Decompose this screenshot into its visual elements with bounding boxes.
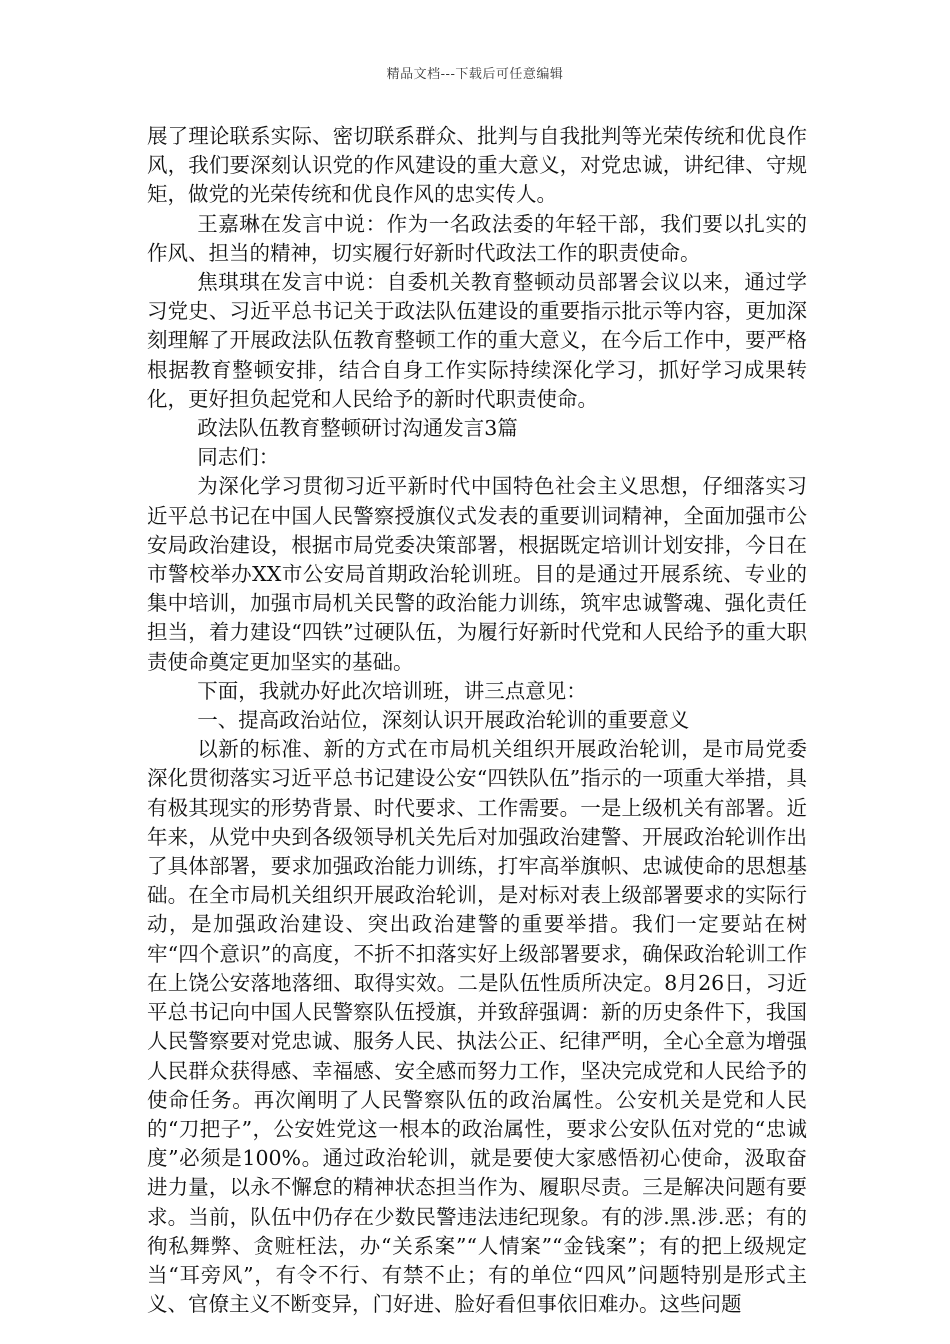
paragraph: 下面，我就办好此次培训班，讲三点意见： — [197, 678, 587, 703]
paragraph: 同志们： — [197, 445, 280, 470]
document-body — [147, 122, 807, 1319]
paragraph: 王嘉琳在发言中说：作为一名政法委的年轻干部，我们要以扎实的作风、担当的精神，切实履行好新时代政法工作的职责使命。 — [147, 211, 807, 265]
paragraph: 以新的标准、新的方式在市局机关组织开展政治轮训，是市局党委深化贯彻落实习近平总书记建设公安“四铁队伍”指示的一项重大举措，具有极其现实的形势背景、时代要求、工作需要。一是上级机关有部署。近年来，从党中央到各级领导机关先后对加强政治建警、开展政治轮训作出了具体部署，要求加强政治能力训练，打牢高举旗帜、忠诚使命的思想基础。在全市局机关组织开展政治轮训，是对标对表上级部署要求的实际行动，是加强政治建设、突出政治建警的重要举措。我们一定要站在树牢“四个意识”的高度，不折不扣落实好上级部署要求，确保政治轮训工作在上饶公安落地落细、取得实效。二是队伍性质所决定。8月26日，习近平总书记向中国人民警察队伍授旗，并致辞强调：新的历史条件下，我国人民警察要对党忠诚、服务人民、执法公正、纪律严明，全心全意为增强人民群众获得感、幸福感、安全感而努力工作，坚决完成党和人民给予的使命任务。再次阐明了人民警察队伍的政治属性。公安机关是党和人民的“刀把子”，公安姓党这一根本的政治属性，要求公安队伍对党的“忠诚度”必须是100%。通过政治轮训，就是要使大家感悟初心使命，汲取奋进力量，以永不懈怠的精神状态担当作为、履职尽责。三是解决问题有要求。当前，队伍中仍存在少数民警违法违纪现象。有的涉.黑.涉.恶；有的徇私舞弊、贪赃枉法，办“关系案”“人情案”“金钱案”；有的把上级规定当“耳旁风”，有令不行、有禁不止；有的单位“四风”问题特别是形式主义、官僚主义不断变异，门好进、脸好看但事依旧难办。这些问题 — [147, 737, 807, 1317]
paragraph: 展了理论联系实际、密切联系群众、批判与自我批判等光荣传统和优良作风，我们要深刻认识党的作风建设的重大意义，对党忠诚，讲纪律、守规矩，做党的光荣传统和优良作风的忠实传人。 — [147, 124, 807, 207]
paragraph: 政法队伍教育整顿研讨沟通发言3篇 — [197, 416, 518, 441]
page-header: 精品文档---下载后可任意编辑 — [386, 67, 564, 82]
paragraph: 一、提高政治站位，深刻认识开展政治轮训的重要意义 — [197, 708, 690, 733]
paragraph: 为深化学习贯彻习近平新时代中国特色社会主义思想，仔细落实习近平总书记在中国人民警察授旗仪式发表的重要训词精神，全面加强市公安局政治建设，根据市局党委决策部署，根据既定培训计划安排，今日在市警校举办XX市公安局首期政治轮训班。目的是通过开展系统、专业的集中培训，加强市局机关民警的政治能力训练，筑牢忠诚警魂、强化责任担当，着力建设“四铁”过硬队伍，为履行好新时代党和人民给予的重大职责使命奠定更加坚实的基础。 — [147, 474, 807, 674]
paragraph: 焦琪琪在发言中说：自委机关教育整顿动员部署会议以来，通过学习党史、习近平总书记关于政法队伍建设的重要指示批示等内容，更加深刻理解了开展政法队伍教育整顿工作的重大意义，在今后工作中，要严格根据教育整顿安排，结合自身工作实际持续深化学习，抓好学习成果转化，更好担负起党和人民给予的新时代职责使命。 — [147, 270, 807, 411]
